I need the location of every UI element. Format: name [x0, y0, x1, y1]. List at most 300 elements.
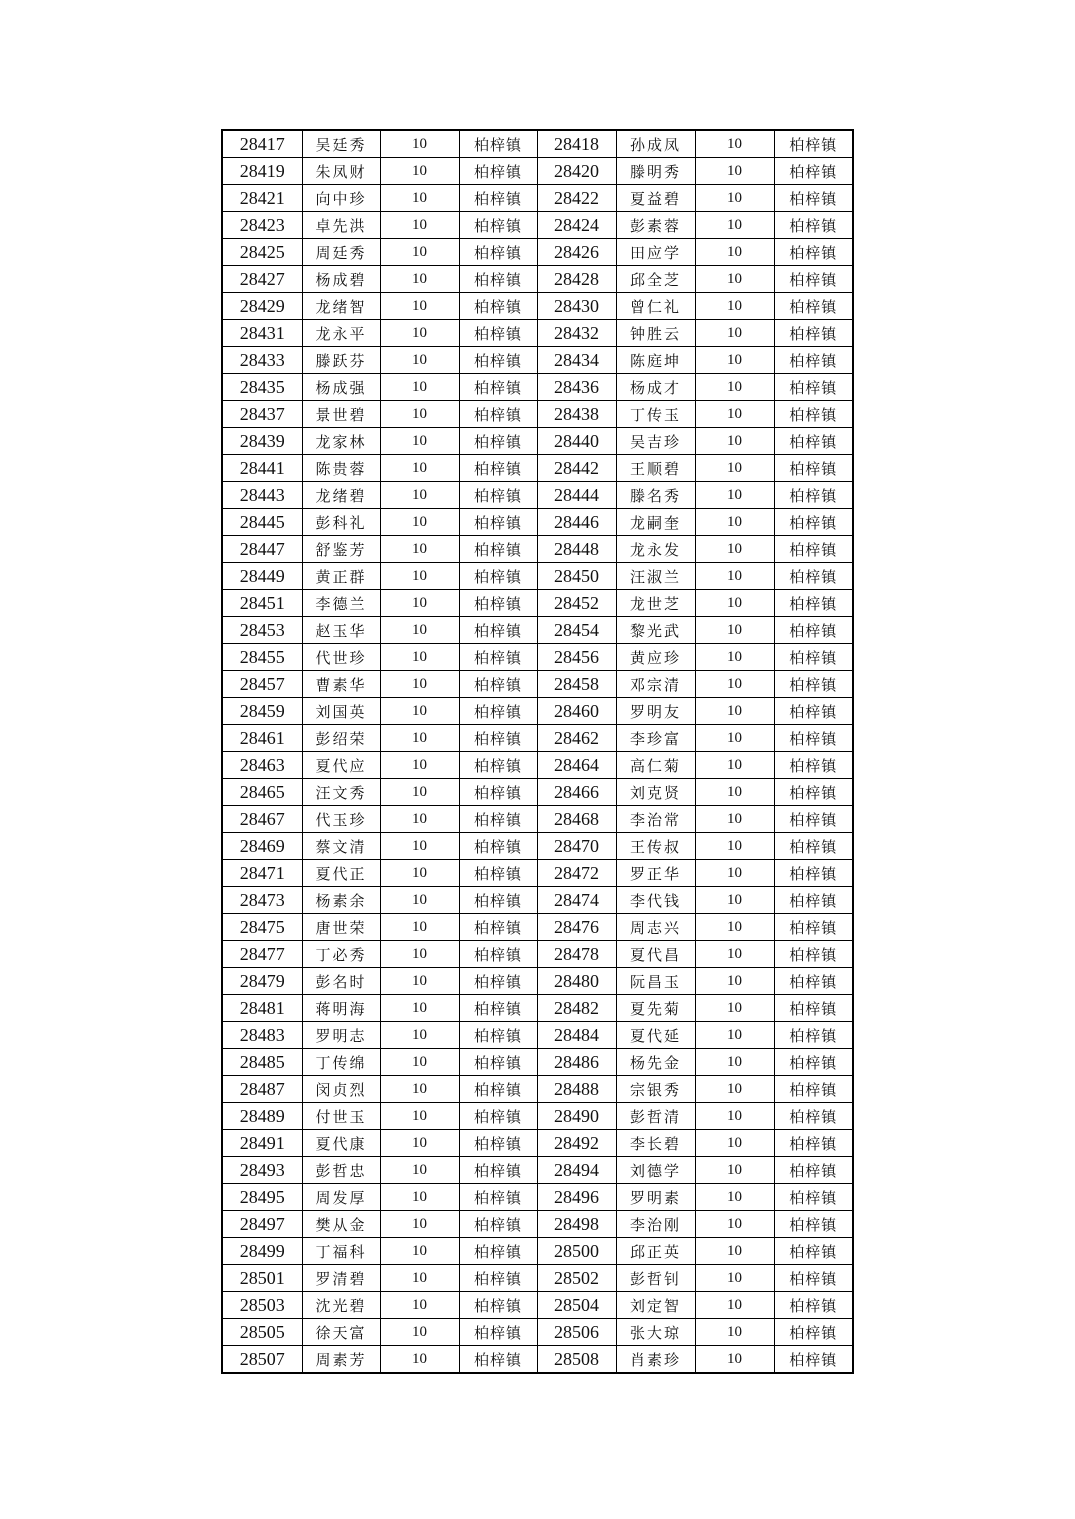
id-cell: 28451: [222, 590, 302, 617]
amount-cell: 10: [695, 968, 774, 995]
table-row: [222, 1049, 853, 1076]
id-cell: 28457: [222, 671, 302, 698]
amount-cell: 10: [695, 752, 774, 779]
amount-cell: 10: [695, 914, 774, 941]
id-cell: 28464: [537, 752, 616, 779]
town-cell: 柏梓镇: [459, 509, 537, 536]
id-cell: 28426: [537, 239, 616, 266]
town-cell: 柏梓镇: [774, 455, 853, 482]
id-cell: 28450: [537, 563, 616, 590]
amount-cell: 10: [695, 401, 774, 428]
name-cell: 代世珍: [302, 644, 380, 671]
amount-cell: 10: [695, 185, 774, 212]
name-cell: 滕明秀: [616, 158, 695, 185]
id-cell: 28429: [222, 293, 302, 320]
town-cell: 柏梓镇: [774, 941, 853, 968]
town-cell: 柏梓镇: [774, 1346, 853, 1374]
town-cell: 柏梓镇: [459, 1184, 537, 1211]
id-cell: 28462: [537, 725, 616, 752]
table-row: [222, 1184, 853, 1211]
amount-cell: 10: [380, 1346, 459, 1374]
town-cell: 柏梓镇: [774, 590, 853, 617]
town-cell: 柏梓镇: [774, 914, 853, 941]
town-cell: 柏梓镇: [459, 725, 537, 752]
name-cell: 曹素华: [302, 671, 380, 698]
id-cell: 28468: [537, 806, 616, 833]
town-cell: 柏梓镇: [774, 563, 853, 590]
amount-cell: 10: [695, 212, 774, 239]
id-cell: 28484: [537, 1022, 616, 1049]
town-cell: 柏梓镇: [774, 1076, 853, 1103]
id-cell: 28448: [537, 536, 616, 563]
town-cell: 柏梓镇: [774, 536, 853, 563]
name-cell: 李长碧: [616, 1130, 695, 1157]
name-cell: 彭科礼: [302, 509, 380, 536]
table-row: [222, 1076, 853, 1103]
id-cell: 28456: [537, 644, 616, 671]
id-cell: 28435: [222, 374, 302, 401]
town-cell: 柏梓镇: [459, 941, 537, 968]
name-cell: 夏代正: [302, 860, 380, 887]
amount-cell: 10: [380, 455, 459, 482]
id-cell: 28501: [222, 1265, 302, 1292]
name-cell: 龙世芝: [616, 590, 695, 617]
town-cell: 柏梓镇: [774, 1184, 853, 1211]
name-cell: 唐世荣: [302, 914, 380, 941]
id-cell: 28493: [222, 1157, 302, 1184]
id-cell: 28428: [537, 266, 616, 293]
town-cell: 柏梓镇: [459, 320, 537, 347]
name-cell: 黄应珍: [616, 644, 695, 671]
town-cell: 柏梓镇: [774, 428, 853, 455]
id-cell: 28505: [222, 1319, 302, 1346]
name-cell: 向中珍: [302, 185, 380, 212]
town-cell: 柏梓镇: [459, 482, 537, 509]
table-row: [222, 536, 853, 563]
amount-cell: 10: [695, 293, 774, 320]
town-cell: 柏梓镇: [459, 887, 537, 914]
town-cell: 柏梓镇: [459, 212, 537, 239]
name-cell: 杨成强: [302, 374, 380, 401]
table-row: [222, 563, 853, 590]
town-cell: 柏梓镇: [459, 968, 537, 995]
id-cell: 28434: [537, 347, 616, 374]
id-cell: 28431: [222, 320, 302, 347]
id-cell: 28424: [537, 212, 616, 239]
town-cell: 柏梓镇: [774, 1130, 853, 1157]
id-cell: 28502: [537, 1265, 616, 1292]
town-cell: 柏梓镇: [459, 1157, 537, 1184]
amount-cell: 10: [695, 130, 774, 158]
table-row: [222, 347, 853, 374]
town-cell: 柏梓镇: [774, 1103, 853, 1130]
name-cell: 邱正英: [616, 1238, 695, 1265]
amount-cell: 10: [695, 455, 774, 482]
id-cell: 28422: [537, 185, 616, 212]
amount-cell: 10: [695, 158, 774, 185]
id-cell: 28480: [537, 968, 616, 995]
id-cell: 28487: [222, 1076, 302, 1103]
id-cell: 28497: [222, 1211, 302, 1238]
name-cell: 夏益碧: [616, 185, 695, 212]
id-cell: 28425: [222, 239, 302, 266]
id-cell: 28445: [222, 509, 302, 536]
amount-cell: 10: [380, 671, 459, 698]
amount-cell: 10: [380, 752, 459, 779]
amount-cell: 10: [380, 590, 459, 617]
table-row: [222, 1265, 853, 1292]
id-cell: 28494: [537, 1157, 616, 1184]
id-cell: 28446: [537, 509, 616, 536]
amount-cell: 10: [695, 941, 774, 968]
amount-cell: 10: [695, 320, 774, 347]
town-cell: 柏梓镇: [774, 509, 853, 536]
amount-cell: 10: [380, 995, 459, 1022]
id-cell: 28432: [537, 320, 616, 347]
town-cell: 柏梓镇: [459, 752, 537, 779]
name-cell: 夏先菊: [616, 995, 695, 1022]
name-cell: 杨先金: [616, 1049, 695, 1076]
name-cell: 钟胜云: [616, 320, 695, 347]
amount-cell: 10: [695, 428, 774, 455]
name-cell: 杨素余: [302, 887, 380, 914]
id-cell: 28444: [537, 482, 616, 509]
name-cell: 陈庭坤: [616, 347, 695, 374]
name-cell: 赵玉华: [302, 617, 380, 644]
name-cell: 彭名时: [302, 968, 380, 995]
table-row: [222, 320, 853, 347]
id-cell: 28440: [537, 428, 616, 455]
amount-cell: 10: [380, 1319, 459, 1346]
town-cell: 柏梓镇: [774, 130, 853, 158]
id-cell: 28436: [537, 374, 616, 401]
table-row: [222, 401, 853, 428]
name-cell: 吴吉珍: [616, 428, 695, 455]
town-cell: 柏梓镇: [774, 752, 853, 779]
name-cell: 黄正群: [302, 563, 380, 590]
town-cell: 柏梓镇: [459, 563, 537, 590]
town-cell: 柏梓镇: [459, 995, 537, 1022]
amount-cell: 10: [380, 968, 459, 995]
town-cell: 柏梓镇: [459, 1292, 537, 1319]
id-cell: 28474: [537, 887, 616, 914]
town-cell: 柏梓镇: [459, 130, 537, 158]
amount-cell: 10: [695, 644, 774, 671]
table-row: [222, 1211, 853, 1238]
amount-cell: 10: [380, 293, 459, 320]
amount-cell: 10: [380, 1157, 459, 1184]
name-cell: 罗清碧: [302, 1265, 380, 1292]
town-cell: 柏梓镇: [459, 1022, 537, 1049]
amount-cell: 10: [380, 1022, 459, 1049]
id-cell: 28439: [222, 428, 302, 455]
table-row: [222, 995, 853, 1022]
table-row: [222, 266, 853, 293]
amount-cell: 10: [380, 1238, 459, 1265]
town-cell: 柏梓镇: [774, 1238, 853, 1265]
name-cell: 周素芳: [302, 1346, 380, 1374]
table-row: [222, 374, 853, 401]
town-cell: 柏梓镇: [774, 266, 853, 293]
town-cell: 柏梓镇: [459, 698, 537, 725]
name-cell: 杨成才: [616, 374, 695, 401]
id-cell: 28437: [222, 401, 302, 428]
town-cell: 柏梓镇: [459, 860, 537, 887]
name-cell: 龙永平: [302, 320, 380, 347]
town-cell: 柏梓镇: [459, 428, 537, 455]
id-cell: 28418: [537, 130, 616, 158]
id-cell: 28506: [537, 1319, 616, 1346]
table-row: [222, 698, 853, 725]
table-row: [222, 941, 853, 968]
table-row: [222, 293, 853, 320]
id-cell: 28485: [222, 1049, 302, 1076]
id-cell: 28471: [222, 860, 302, 887]
amount-cell: 10: [695, 698, 774, 725]
table-row: [222, 644, 853, 671]
amount-cell: 10: [695, 509, 774, 536]
name-cell: 丁福科: [302, 1238, 380, 1265]
town-cell: 柏梓镇: [774, 887, 853, 914]
id-cell: 28463: [222, 752, 302, 779]
name-cell: 龙嗣奎: [616, 509, 695, 536]
id-cell: 28460: [537, 698, 616, 725]
table-row: [222, 860, 853, 887]
id-cell: 28495: [222, 1184, 302, 1211]
town-cell: 柏梓镇: [774, 1292, 853, 1319]
id-cell: 28433: [222, 347, 302, 374]
town-cell: 柏梓镇: [459, 1103, 537, 1130]
town-cell: 柏梓镇: [459, 536, 537, 563]
amount-cell: 10: [695, 536, 774, 563]
name-cell: 闵贞烈: [302, 1076, 380, 1103]
id-cell: 28491: [222, 1130, 302, 1157]
town-cell: 柏梓镇: [459, 455, 537, 482]
table-row: [222, 1292, 853, 1319]
amount-cell: 10: [380, 698, 459, 725]
amount-cell: 10: [695, 590, 774, 617]
table-row: [222, 509, 853, 536]
id-cell: 28496: [537, 1184, 616, 1211]
amount-cell: 10: [380, 320, 459, 347]
table-row: [222, 185, 853, 212]
name-cell: 刘国英: [302, 698, 380, 725]
table-row: [222, 1022, 853, 1049]
town-cell: 柏梓镇: [774, 347, 853, 374]
name-cell: 龙绪碧: [302, 482, 380, 509]
name-cell: 夏代延: [616, 1022, 695, 1049]
amount-cell: 10: [380, 374, 459, 401]
town-cell: 柏梓镇: [459, 1049, 537, 1076]
name-cell: 夏代昌: [616, 941, 695, 968]
town-cell: 柏梓镇: [459, 239, 537, 266]
id-cell: 28470: [537, 833, 616, 860]
name-cell: 杨成碧: [302, 266, 380, 293]
name-cell: 黎光武: [616, 617, 695, 644]
id-cell: 28420: [537, 158, 616, 185]
name-cell: 彭素蓉: [616, 212, 695, 239]
amount-cell: 10: [695, 617, 774, 644]
town-cell: 柏梓镇: [774, 239, 853, 266]
name-cell: 滕跃芬: [302, 347, 380, 374]
town-cell: 柏梓镇: [774, 374, 853, 401]
amount-cell: 10: [380, 482, 459, 509]
amount-cell: 10: [380, 1292, 459, 1319]
amount-cell: 10: [695, 725, 774, 752]
id-cell: 28481: [222, 995, 302, 1022]
amount-cell: 10: [380, 185, 459, 212]
town-cell: 柏梓镇: [774, 968, 853, 995]
amount-cell: 10: [695, 995, 774, 1022]
table-row: [222, 617, 853, 644]
town-cell: 柏梓镇: [459, 1265, 537, 1292]
town-cell: 柏梓镇: [459, 1346, 537, 1374]
name-cell: 沈光碧: [302, 1292, 380, 1319]
id-cell: 28467: [222, 806, 302, 833]
table-row: [222, 914, 853, 941]
table-row: [222, 130, 853, 158]
id-cell: 28479: [222, 968, 302, 995]
name-cell: 代玉珍: [302, 806, 380, 833]
id-cell: 28449: [222, 563, 302, 590]
id-cell: 28458: [537, 671, 616, 698]
name-cell: 王顺碧: [616, 455, 695, 482]
table-row: [222, 239, 853, 266]
amount-cell: 10: [695, 1319, 774, 1346]
town-cell: 柏梓镇: [459, 779, 537, 806]
town-cell: 柏梓镇: [774, 1049, 853, 1076]
table-row: [222, 671, 853, 698]
table-row: [222, 779, 853, 806]
amount-cell: 10: [380, 1049, 459, 1076]
name-cell: 蒋明海: [302, 995, 380, 1022]
name-cell: 李代钱: [616, 887, 695, 914]
amount-cell: 10: [380, 266, 459, 293]
town-cell: 柏梓镇: [774, 1319, 853, 1346]
table-row: [222, 1238, 853, 1265]
town-cell: 柏梓镇: [774, 725, 853, 752]
name-cell: 汪淑兰: [616, 563, 695, 590]
town-cell: 柏梓镇: [459, 617, 537, 644]
id-cell: 28430: [537, 293, 616, 320]
amount-cell: 10: [380, 1103, 459, 1130]
name-cell: 蔡文清: [302, 833, 380, 860]
table-row: [222, 1157, 853, 1184]
id-cell: 28472: [537, 860, 616, 887]
id-cell: 28478: [537, 941, 616, 968]
name-cell: 龙家林: [302, 428, 380, 455]
id-cell: 28500: [537, 1238, 616, 1265]
name-cell: 滕名秀: [616, 482, 695, 509]
town-cell: 柏梓镇: [459, 293, 537, 320]
amount-cell: 10: [380, 833, 459, 860]
name-cell: 刘克贤: [616, 779, 695, 806]
name-cell: 罗正华: [616, 860, 695, 887]
id-cell: 28441: [222, 455, 302, 482]
town-cell: 柏梓镇: [459, 671, 537, 698]
amount-cell: 10: [695, 266, 774, 293]
amount-cell: 10: [380, 617, 459, 644]
town-cell: 柏梓镇: [459, 374, 537, 401]
town-cell: 柏梓镇: [774, 644, 853, 671]
amount-cell: 10: [695, 1103, 774, 1130]
amount-cell: 10: [380, 914, 459, 941]
id-cell: 28453: [222, 617, 302, 644]
name-cell: 丁传玉: [616, 401, 695, 428]
id-cell: 28455: [222, 644, 302, 671]
town-cell: 柏梓镇: [774, 617, 853, 644]
id-cell: 28475: [222, 914, 302, 941]
table-row: [222, 725, 853, 752]
id-cell: 28499: [222, 1238, 302, 1265]
town-cell: 柏梓镇: [459, 1076, 537, 1103]
amount-cell: 10: [695, 1157, 774, 1184]
name-cell: 李德兰: [302, 590, 380, 617]
name-cell: 罗明志: [302, 1022, 380, 1049]
town-cell: 柏梓镇: [774, 1265, 853, 1292]
id-cell: 28421: [222, 185, 302, 212]
town-cell: 柏梓镇: [774, 482, 853, 509]
id-cell: 28488: [537, 1076, 616, 1103]
town-cell: 柏梓镇: [459, 644, 537, 671]
town-cell: 柏梓镇: [774, 806, 853, 833]
town-cell: 柏梓镇: [459, 914, 537, 941]
id-cell: 28482: [537, 995, 616, 1022]
name-cell: 周廷秀: [302, 239, 380, 266]
amount-cell: 10: [380, 644, 459, 671]
town-cell: 柏梓镇: [459, 266, 537, 293]
name-cell: 陈贵蓉: [302, 455, 380, 482]
town-cell: 柏梓镇: [459, 590, 537, 617]
amount-cell: 10: [380, 239, 459, 266]
id-cell: 28461: [222, 725, 302, 752]
amount-cell: 10: [380, 401, 459, 428]
name-cell: 邓宗清: [616, 671, 695, 698]
name-cell: 樊从金: [302, 1211, 380, 1238]
id-cell: 28459: [222, 698, 302, 725]
id-cell: 28490: [537, 1103, 616, 1130]
town-cell: 柏梓镇: [459, 158, 537, 185]
amount-cell: 10: [380, 130, 459, 158]
name-cell: 丁传绵: [302, 1049, 380, 1076]
name-cell: 夏代应: [302, 752, 380, 779]
name-cell: 龙永发: [616, 536, 695, 563]
amount-cell: 10: [695, 806, 774, 833]
id-cell: 28469: [222, 833, 302, 860]
amount-cell: 10: [380, 860, 459, 887]
town-cell: 柏梓镇: [774, 185, 853, 212]
amount-cell: 10: [695, 860, 774, 887]
table-row: [222, 887, 853, 914]
town-cell: 柏梓镇: [459, 1319, 537, 1346]
id-cell: 28443: [222, 482, 302, 509]
town-cell: 柏梓镇: [774, 1211, 853, 1238]
amount-cell: 10: [695, 1211, 774, 1238]
amount-cell: 10: [695, 1346, 774, 1374]
name-cell: 宗银秀: [616, 1076, 695, 1103]
table-row: [222, 752, 853, 779]
name-cell: 邱全芝: [616, 266, 695, 293]
amount-cell: 10: [380, 941, 459, 968]
town-cell: 柏梓镇: [774, 860, 853, 887]
amount-cell: 10: [695, 1130, 774, 1157]
table-row: [222, 158, 853, 185]
town-cell: 柏梓镇: [774, 833, 853, 860]
amount-cell: 10: [380, 1184, 459, 1211]
id-cell: 28423: [222, 212, 302, 239]
amount-cell: 10: [380, 212, 459, 239]
name-cell: 张大琼: [616, 1319, 695, 1346]
